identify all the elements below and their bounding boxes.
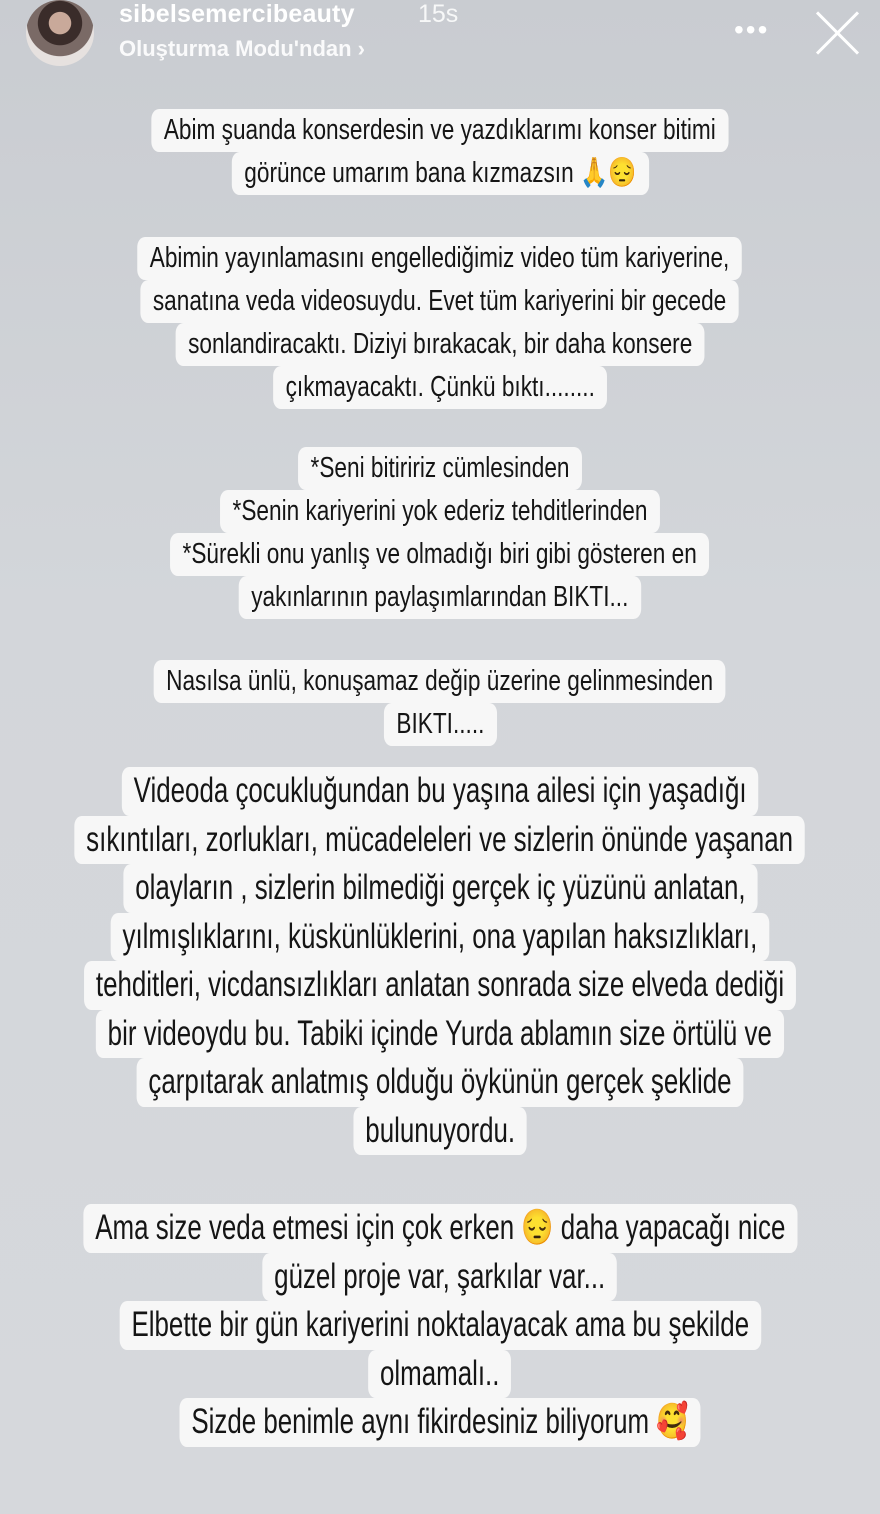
username[interactable]: sibelsemercibeauty [119, 0, 355, 28]
text-block-4 [0, 660, 880, 746]
text-line: bulunuyordu. [353, 1107, 526, 1156]
text-block-1 [0, 109, 880, 195]
text-line: sanatına veda videosuydu. Evet tüm kariyerini bir gecede [141, 280, 739, 323]
avatar[interactable] [26, 0, 94, 66]
text-line: Ama size veda etmesi için çok erken 😔 daha yapacağı nice [83, 1204, 797, 1253]
text-line: Videoda çocukluğundan bu yaşına ailesi için yaşadığı [122, 767, 759, 816]
text-line: yılmışlıklarını, küskünlüklerini, ona yapılan haksızlıkları, [111, 913, 769, 962]
text-line: *Senin kariyerini yok ederiz tehditlerinden [220, 490, 660, 533]
creation-mode-link[interactable]: Oluşturma Modu'ndan › [119, 36, 365, 61]
story-header [0, 0, 880, 80]
text-line: Abimin yayınlamasını engellediğimiz video tüm kariyerine, [138, 237, 743, 280]
text-line: çıkmayacaktı. Çünkü bıktı........ [273, 366, 607, 409]
text-line: *Sürekli onu yanlış ve olmadığı biri gibi gösteren en [170, 533, 709, 576]
text-line: BIKTI..... [384, 703, 497, 746]
text-block-2 [0, 237, 880, 409]
text-line: güzel proje var, şarkılar var... [263, 1253, 618, 1302]
text-line: Abim şuanda konserdesin ve yazdıklarımı konser bitimi [152, 109, 729, 152]
close-icon[interactable] [812, 8, 862, 58]
text-line: bir videoydu bu. Tabiki içinde Yurda ablamın size örtülü ve [96, 1010, 784, 1059]
text-line: görünce umarım bana kızmazsın 🙏😔 [232, 152, 649, 195]
text-line: *Seni bitiririz cümlesinden [298, 447, 582, 490]
text-line: sonlandiracaktı. Diziyi bırakacak, bir daha konsere [175, 323, 704, 366]
text-block-6 [0, 1204, 880, 1447]
text-line: sıkıntıları, zorlukları, mücadeleleri ve sizlerin önünde yaşanan [75, 816, 806, 865]
text-line: yakınlarının paylaşımlarından BIKTI... [239, 576, 641, 619]
text-line: tehditleri, vicdansızlıkları anlatan sonrada size elveda dediği [84, 961, 796, 1010]
text-line: Elbette bir gün kariyerini noktalayacak ama bu şekilde [119, 1301, 760, 1350]
timestamp: 15s [418, 0, 459, 28]
text-line: olmamalı.. [368, 1350, 511, 1399]
more-options-icon[interactable]: ••• [734, 14, 770, 45]
text-line: çarpıtarak anlatmış olduğu öykünün gerçek şeklide [137, 1058, 744, 1107]
text-line: Nasılsa ünlü, konuşamaz değip üzerine gelinmesinden [154, 660, 726, 703]
text-block-3 [0, 447, 880, 619]
text-block-5 [0, 767, 880, 1155]
text-line: Sizde benimle aynı fikirdesiniz biliyorum 🥰 [180, 1398, 701, 1447]
text-line: olayların , sizlerin bilmediği gerçek iç yüzünü anlatan, [123, 864, 757, 913]
